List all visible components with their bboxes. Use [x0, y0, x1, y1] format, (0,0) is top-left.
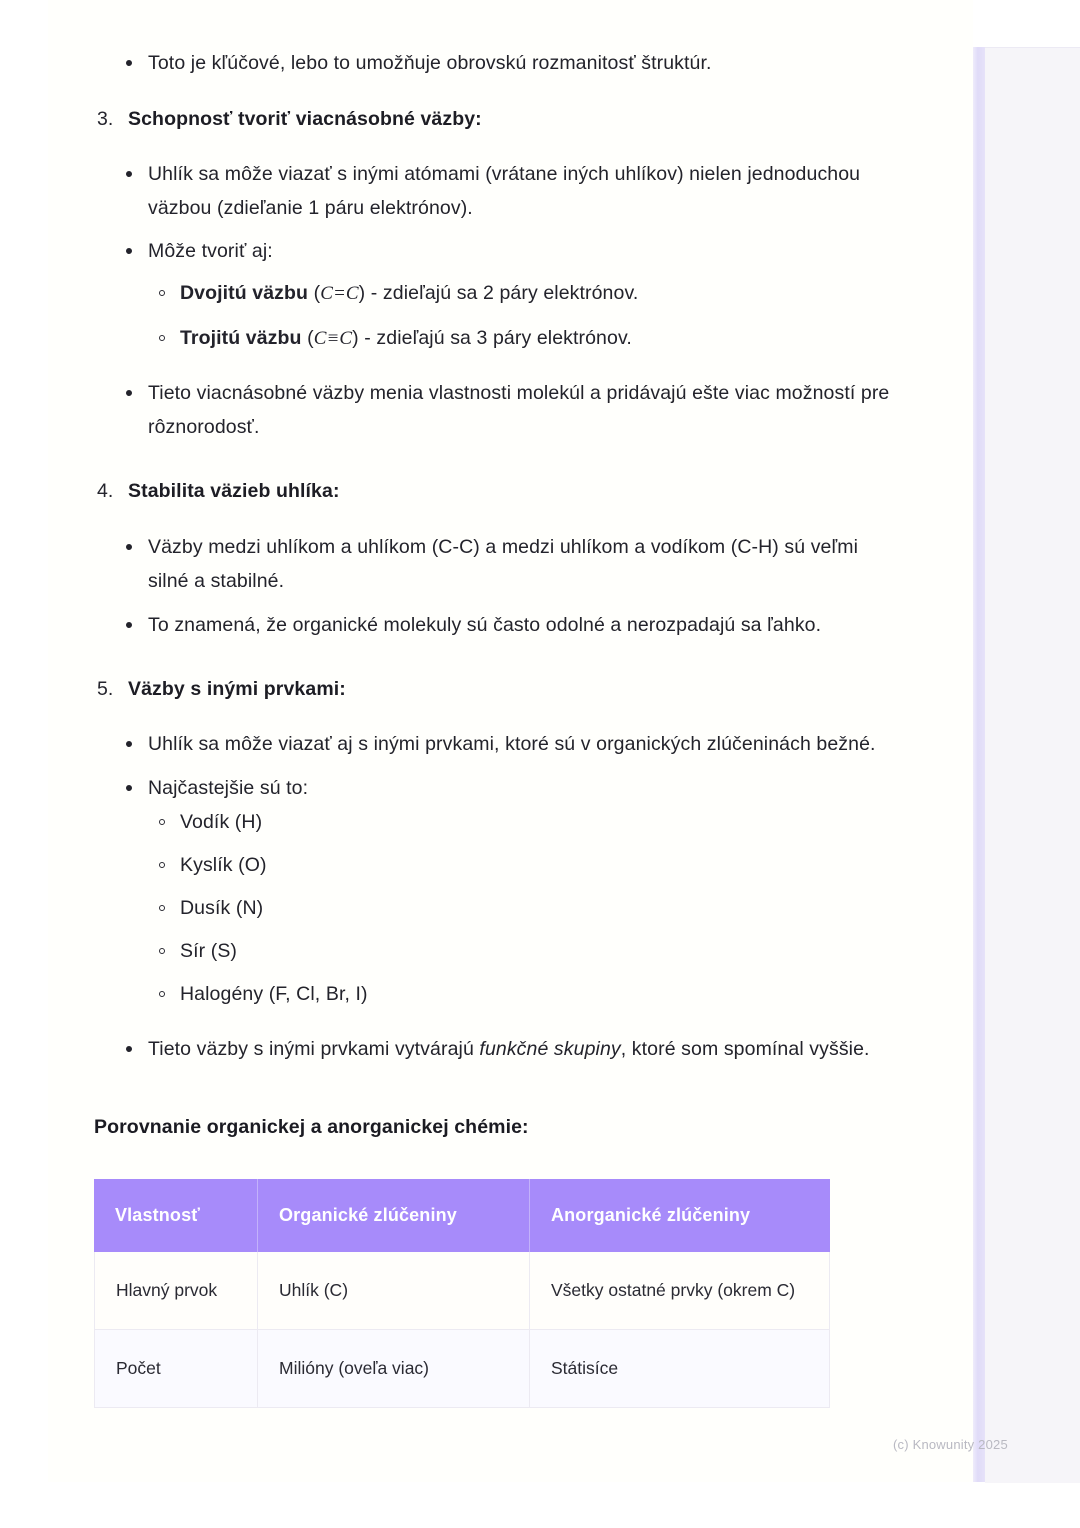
list-item-text: - zdieľajú sa 3 páry elektrónov. [364, 327, 632, 349]
list-item: Toto je kľúčové, lebo to umožňuje obrovskú rozmanitosť štruktúr. [92, 46, 892, 80]
column-header-inorganic: Anorganické zlúčeniny [530, 1179, 830, 1252]
list-item: Tieto viacnásobné väzby menia vlastnosti molekúl a pridávajú ešte viac možností pre rôznorodosť. [92, 376, 892, 444]
list-item-text: - zdieľajú sa 2 páry elektrónov. [370, 282, 639, 304]
math-symbol: C [345, 283, 359, 304]
math-symbol: C [320, 283, 333, 304]
watermark: (c) Knowunity 2025 [893, 1437, 1008, 1452]
next-page-preview [985, 47, 1080, 1483]
comparison-table [94, 1179, 830, 1408]
list-item: Uhlík sa môže viazať s inými atómami (vrátane iných uhlíkov) nielen jednoduchou väzbou (zdieľanie 1 páru elektrónov). [92, 157, 892, 225]
list-number: 5. [97, 678, 114, 700]
page-gutter [973, 47, 985, 1482]
numbered-heading-3 [92, 104, 892, 134]
list-item: Sír (S) [92, 935, 892, 968]
section-title: Stabilita väzieb uhlíka: [128, 480, 340, 502]
list-number: 3. [97, 108, 114, 130]
list-item: Trojitú väzbu (C≡C) - zdieľajú sa 3 páry elektrónov. [92, 322, 892, 355]
term-label: Trojitú väzbu [180, 327, 302, 349]
list-number: 4. [97, 480, 114, 502]
list-item: Dvojitú väzbu (C=C) - zdieľajú sa 2 páry elektrónov. [92, 277, 892, 310]
list-item: Halogény (F, Cl, Br, I) [92, 978, 892, 1011]
table-row [94, 1330, 830, 1408]
math-operator: = [332, 283, 346, 304]
table-cell: Uhlík (C) [258, 1252, 530, 1330]
section-title: Schopnosť tvoriť viacnásobné väzby: [128, 108, 482, 130]
list-item-text: , ktoré som spomínal vyššie. [620, 1038, 870, 1060]
column-header-organic: Organické zlúčeniny [258, 1179, 530, 1252]
section-title: Väzby s inými prvkami: [128, 678, 346, 700]
list-item: Väzby medzi uhlíkom a uhlíkom (C-C) a medzi uhlíkom a vodíkom (C-H) sú veľmi silné a stabilné. [92, 530, 892, 598]
table-cell: Hlavný prvok [94, 1252, 258, 1330]
document-page [48, 0, 973, 1482]
table-row [94, 1252, 830, 1330]
math-operator: ≡ [326, 328, 340, 349]
column-header-property: Vlastnosť [94, 1179, 258, 1252]
list-item: Najčastejšie sú to: [92, 771, 892, 805]
term-label: Dvojitú väzbu [180, 282, 309, 304]
comparison-heading: Porovnanie organickej a anorganickej chémie: [94, 1116, 529, 1138]
list-item: Uhlík sa môže viazať aj s inými prvkami, ktoré sú v organických zlúčeninách bežné. [92, 727, 892, 761]
table-header-row [94, 1179, 830, 1252]
emphasis-text: funkčné skupiny [479, 1038, 621, 1060]
list-item [92, 1032, 892, 1066]
document-content [92, 0, 892, 1408]
list-item: Vodík (H) [92, 806, 892, 839]
table-cell: Všetky ostatné prvky (okrem C) [530, 1252, 830, 1330]
numbered-heading-5 [92, 674, 892, 704]
list-item: Dusík (N) [92, 892, 892, 925]
math-symbol: C [313, 328, 327, 349]
list-item: Kyslík (O) [92, 849, 892, 882]
math-symbol: C [339, 328, 353, 349]
table-cell: Milióny (oveľa viac) [258, 1330, 530, 1408]
numbered-heading-4 [92, 476, 892, 506]
list-item-text: Tieto väzby s inými prvkami vytvárajú [148, 1038, 480, 1060]
list-item: To znamená, že organické molekuly sú často odolné a nerozpadajú sa ľahko. [92, 608, 892, 642]
list-item: Môže tvoriť aj: [92, 234, 892, 268]
table-cell: Počet [94, 1330, 258, 1408]
table-cell: Státisíce [530, 1330, 830, 1408]
